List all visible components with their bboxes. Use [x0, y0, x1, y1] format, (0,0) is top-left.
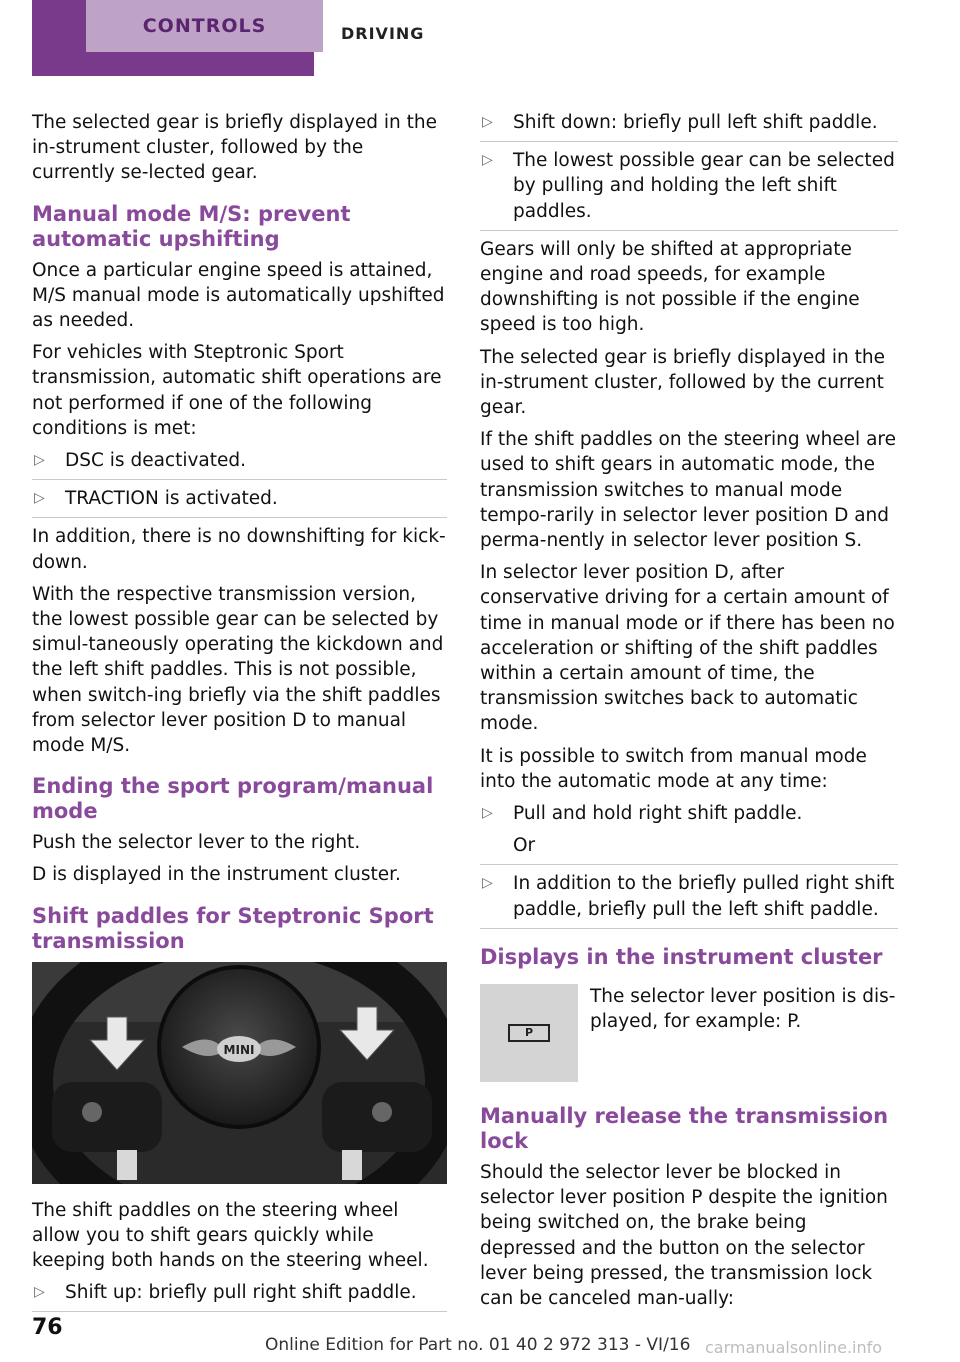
paragraph: Once a particular engine speed is attained, M/S manual mode is automatically upshifted as needed.: [32, 259, 445, 332]
paragraph: In selector lever position D, after conservative driving for a certain amount of time in manual mode or if there has been no acceleration or shifting of the shift paddles within a certain amount of time, the transmission switches back to automatic mode.: [480, 562, 895, 735]
paragraph: For vehicles with Steptronic Sport transmission, automatic shift operations are not performed if one of the following conditions is met:: [32, 342, 442, 439]
heading-release-lock: Manually release the transmission lock: [480, 1103, 889, 1153]
tab-driving[interactable]: DRIVING: [341, 24, 425, 43]
paragraph: The shift paddles on the steering wheel allow you to shift gears quickly while keeping both hands on the steering wheel.: [32, 1199, 429, 1272]
right-column: [480, 110, 898, 1318]
display-example: [480, 984, 898, 1082]
paragraph: The selected gear is briefly displayed in the in‐strument cluster, followed by the currently se‐lected gear.: [32, 112, 438, 184]
paragraph: The selected gear is briefly displayed in the in‐strument cluster, followed by the current gear.: [480, 346, 886, 419]
list-item-text: DSC is deactivated.: [65, 450, 247, 472]
bullet-list: [32, 448, 447, 518]
list-item-text: The lowest possible gear can be selected by pulling and holding the left shift paddles.: [513, 150, 895, 222]
list-item-text: In addition to the briefly pulled right shift paddle, briefly pull the left shift paddle.: [513, 873, 895, 920]
paragraph: Push the selector lever to the right.: [32, 832, 361, 854]
paragraph: With the respective transmission version, the lowest possible gear can be selected by simul‐taneously operating the kickdown and the left shift paddles. This is not possible, when switch‐ing briefly via the shift paddles from selector lever position D to manual mode M/S.: [32, 583, 444, 757]
page-number: 76: [32, 1315, 63, 1340]
list-item: [480, 110, 898, 142]
triangle-right-icon: ▷: [34, 452, 45, 469]
heading-manual-mode: Manual mode M/S: prevent automatic upshifting: [32, 201, 351, 251]
display-caption: The selector lever position is dis‐played, for example: P.: [590, 985, 896, 1033]
list-item: [32, 448, 447, 480]
heading-displays: Displays in the instrument cluster: [480, 944, 883, 969]
list-item-subtext: Or: [513, 835, 536, 857]
tab-controls[interactable]: [32, 0, 314, 76]
list-item-text: Shift up: briefly pull right shift paddle.: [65, 1282, 417, 1304]
list-item-text: TRACTION is activated.: [65, 488, 278, 510]
triangle-right-icon: ▷: [482, 875, 493, 892]
header-tabbar: [0, 0, 960, 76]
paragraph: Should the selector lever be blocked in selector lever position P despite the ignition being switched on, the brake being depressed and the button on the selector lever being pressed, the transmission lock can be canceled man‐ually:: [480, 1161, 888, 1309]
watermark: carmanualsonline.info: [705, 1338, 883, 1357]
selector-display-image: [480, 984, 578, 1082]
paragraph: D is displayed in the instrument cluster.: [32, 864, 401, 886]
paragraph: It is possible to switch from manual mode into the automatic mode at any time:: [480, 745, 867, 792]
heading-ending-sport: Ending the sport program/manual mode: [32, 774, 434, 824]
bullet-list: [32, 1280, 447, 1312]
list-item: [32, 486, 447, 518]
list-item-text: Shift down: briefly pull left shift paddle.: [513, 112, 878, 133]
list-item-text: Pull and hold right shift paddle.: [513, 803, 803, 825]
triangle-right-icon: ▷: [482, 114, 493, 130]
paragraph: Gears will only be shifted at appropriate engine and road speeds, for example downshifting is not possible if the engine speed is too high.: [480, 238, 860, 336]
triangle-right-icon: ▷: [34, 1284, 45, 1301]
tab-controls-inner: [86, 0, 323, 52]
bullet-list: [480, 801, 898, 929]
heading-shift-paddles: Shift paddles for Steptronic Sport transmission: [32, 903, 434, 953]
list-item: [480, 801, 898, 865]
list-item: [32, 1280, 447, 1312]
steering-wheel-image: [32, 962, 447, 1184]
triangle-right-icon: ▷: [482, 152, 493, 169]
left-column: [32, 110, 447, 1318]
tab-controls-label: CONTROLS: [142, 15, 267, 37]
list-item: [480, 871, 898, 928]
paragraph: If the shift paddles on the steering wheel are used to shift gears in automatic mode, the transmission switches to manual mode tempo‐rarily in selector lever position D and perma‐nently in selector lever position S.: [480, 429, 896, 552]
edition-footer: Online Edition for Part no. 01 40 2 972 313 - VI/16: [265, 1335, 691, 1355]
triangle-right-icon: ▷: [482, 805, 493, 822]
bullet-list: [480, 110, 898, 231]
triangle-right-icon: ▷: [34, 490, 45, 507]
gear-p-icon: P: [508, 1024, 550, 1042]
paragraph: In addition, there is no downshifting for kick‐down.: [32, 526, 446, 573]
mini-logo-text: MINI: [223, 1042, 255, 1057]
list-item: [480, 148, 898, 231]
